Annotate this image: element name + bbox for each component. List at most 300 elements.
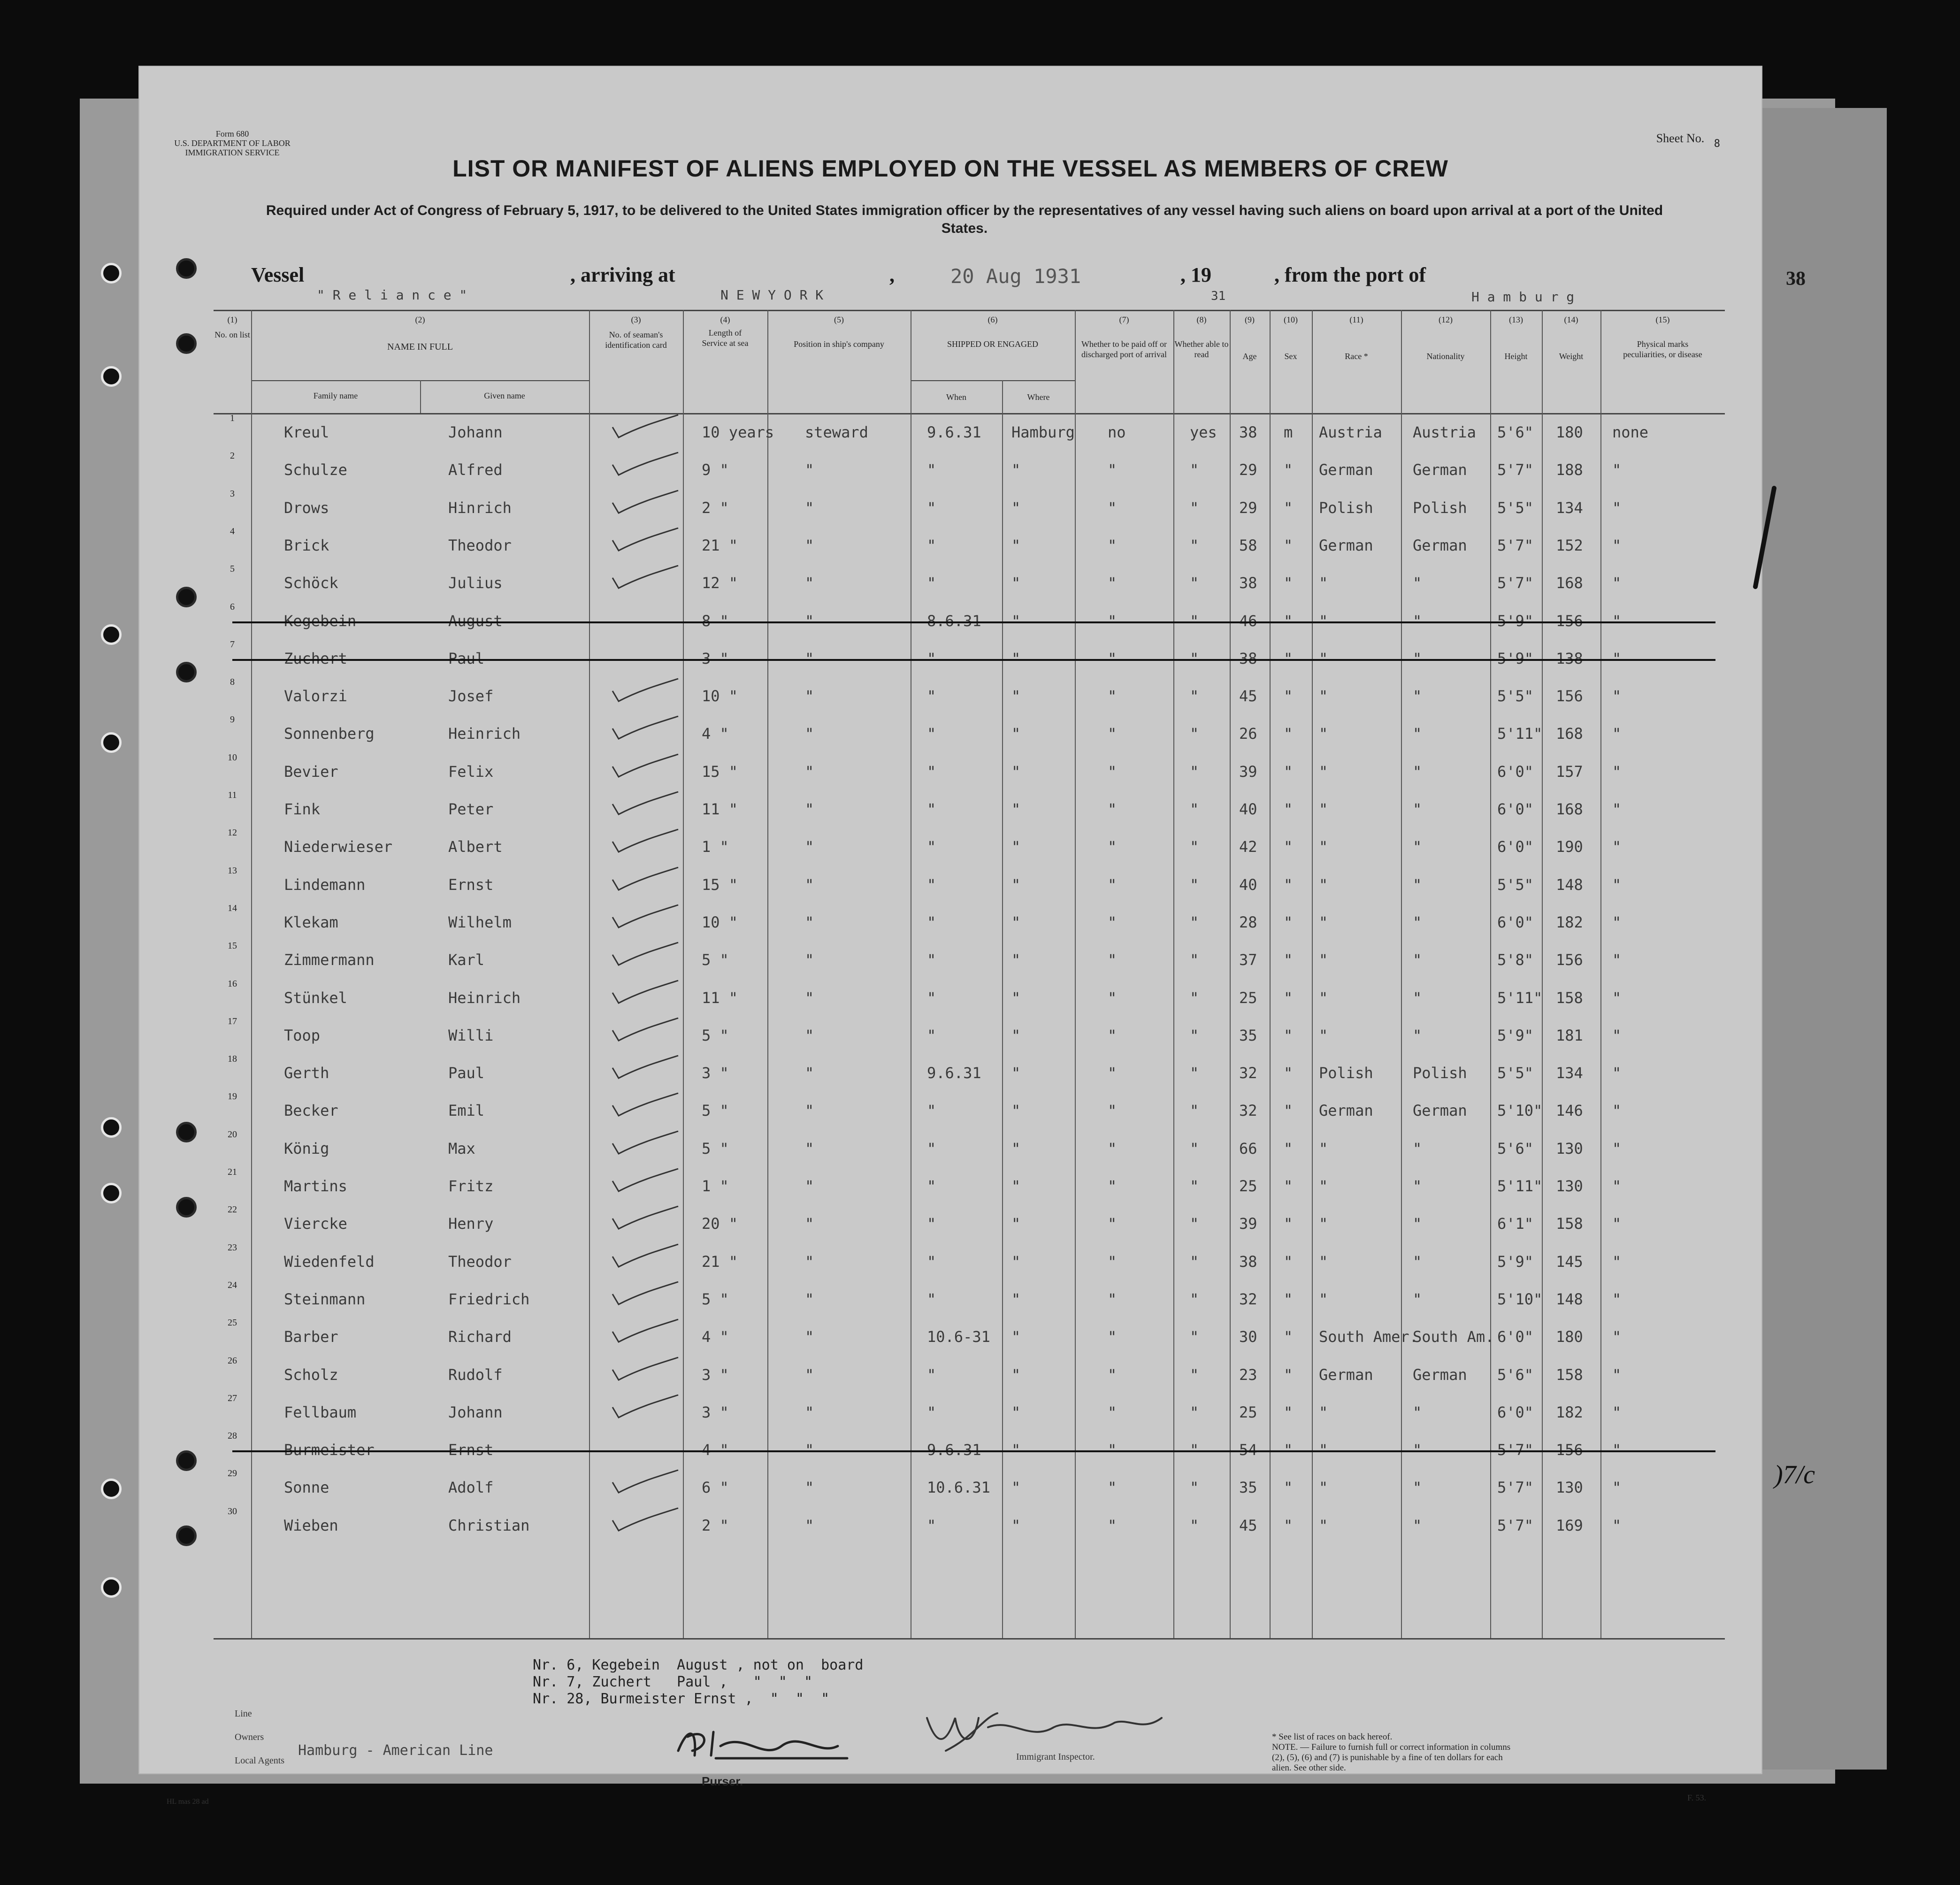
cell-marks: " (1612, 725, 1622, 743)
col8-header (1173, 314, 1230, 360)
column-rule (1600, 310, 1601, 1638)
cell-nationality: " (1413, 988, 1422, 1007)
cell-read: " (1190, 762, 1199, 781)
cell-given: Julius (448, 574, 503, 592)
check-mark (610, 979, 681, 1011)
cell-sex: " (1284, 1365, 1293, 1384)
cell-where: " (1011, 1403, 1021, 1421)
check-mark (610, 1054, 681, 1087)
cell-marks: " (1612, 1064, 1622, 1082)
col13-label: Height (1504, 352, 1528, 361)
cell-marks: " (1612, 1290, 1622, 1308)
vessel-line (251, 263, 1806, 305)
cell-where: " (1011, 1441, 1021, 1459)
cell-family: Niederwieser (284, 838, 393, 856)
cell-when: " (927, 988, 936, 1007)
cell-where: " (1011, 1064, 1021, 1082)
cell-service: 4 " (702, 1441, 729, 1459)
cell-height: 5'11" (1497, 988, 1543, 1007)
check-mark (610, 752, 681, 785)
cell-family: Sonnenberg (284, 725, 375, 743)
cell-position: " (805, 1102, 814, 1120)
check-mark (610, 714, 681, 747)
vessel-label: Vessel (251, 263, 305, 286)
cell-given: Rudolf (448, 1365, 503, 1384)
cell-height: 6'0" (1497, 1328, 1534, 1346)
arriving-label: , arriving at (570, 263, 675, 286)
check-mark (610, 564, 681, 597)
cell-family: Schulze (284, 461, 347, 479)
cell-height: 5'10" (1497, 1290, 1543, 1308)
cell-where: " (1011, 461, 1021, 479)
cell-marks: " (1612, 762, 1622, 781)
footnote (1272, 1732, 1516, 1773)
cell-read: " (1190, 838, 1199, 856)
cell-race: Austria (1319, 423, 1382, 441)
cell-height: 5'8" (1497, 951, 1534, 969)
cell-sex: " (1284, 1403, 1293, 1421)
table-bottom-rule (214, 1638, 1725, 1640)
cell-when: " (927, 574, 936, 592)
cell-when: " (927, 951, 936, 969)
cell-nationality: South Am. (1413, 1328, 1494, 1346)
cell-position: " (805, 913, 814, 931)
cell-sex: " (1284, 1064, 1293, 1082)
col4-label: Length of Service at sea (702, 328, 749, 348)
cell-where: " (1011, 1328, 1021, 1346)
cell-paid: " (1108, 1516, 1117, 1534)
check-mark (610, 903, 681, 936)
purser-label: Purser. (702, 1774, 743, 1788)
cell-nationality: " (1413, 1516, 1422, 1534)
cell-sex: " (1284, 762, 1293, 781)
cell-height: 5'7" (1497, 1441, 1534, 1459)
cell-read: " (1190, 800, 1199, 818)
cell-family: Gerth (284, 1064, 329, 1082)
column-rule (1312, 310, 1313, 1638)
cell-service: 4 " (702, 1328, 729, 1346)
cell-read: " (1190, 988, 1199, 1007)
cell-position: " (805, 988, 814, 1007)
sheet-number (1656, 131, 1720, 150)
cell-age: 40 (1239, 800, 1257, 818)
cell-race: " (1319, 800, 1328, 818)
from-port-label: , from the port of (1274, 263, 1426, 286)
cell-race: " (1319, 762, 1328, 781)
row-number: 9 (230, 714, 235, 725)
cell-where: " (1011, 1516, 1021, 1534)
cell-nationality: " (1413, 612, 1422, 630)
col15-label: Physical marks peculiarities, or disease (1623, 339, 1702, 359)
cell-given: Heinrich (448, 725, 521, 743)
cell-read: " (1190, 612, 1199, 630)
cell-race: " (1319, 1516, 1328, 1534)
cell-read: " (1190, 536, 1199, 554)
cell-sex: m (1284, 423, 1293, 441)
col9-header (1230, 314, 1270, 361)
cell-position: " (805, 1252, 814, 1271)
check-mark (610, 489, 681, 521)
col12-header (1401, 314, 1490, 361)
cell-height: 5'7" (1497, 536, 1534, 554)
cell-sex: " (1284, 1516, 1293, 1534)
cell-service: 10 " (702, 687, 738, 705)
cell-family: Sonne (284, 1479, 329, 1497)
col7-header (1075, 314, 1173, 360)
cell-family: Kreul (284, 423, 329, 441)
cell-when: " (927, 1365, 936, 1384)
cell-read: " (1190, 951, 1199, 969)
cell-weight: 156 (1556, 612, 1583, 630)
cell-race: German (1319, 1102, 1373, 1120)
cell-age: 45 (1239, 687, 1257, 705)
cell-service: 5 " (702, 951, 729, 969)
cell-service: 9 " (702, 461, 729, 479)
cell-marks: " (1612, 687, 1622, 705)
owners-value: Hamburg - American Line (298, 1742, 493, 1759)
cell-family: Zimmermann (284, 951, 375, 969)
cell-position: " (805, 1403, 814, 1421)
cell-paid: " (1108, 1290, 1117, 1308)
cell-sex: " (1284, 800, 1293, 818)
cell-race: " (1319, 1479, 1328, 1497)
check-mark (610, 866, 681, 898)
col1-header (214, 314, 251, 340)
col5-number: (5) (834, 315, 844, 324)
cell-weight: 156 (1556, 687, 1583, 705)
check-mark (610, 1016, 681, 1049)
cell-family: Drows (284, 498, 329, 517)
cell-family: Fink (284, 800, 321, 818)
cell-race: " (1319, 1290, 1328, 1308)
check-mark (610, 790, 681, 823)
cell-when: 9.6.31 (927, 423, 981, 441)
cell-sex: " (1284, 1177, 1293, 1195)
cell-when: 9.6.31 (927, 1441, 981, 1459)
cell-weight: 157 (1556, 762, 1583, 781)
check-mark (610, 1242, 681, 1275)
cell-weight: 158 (1556, 1215, 1583, 1233)
col10-label: Sex (1284, 352, 1297, 361)
cell-given: Johann (448, 423, 503, 441)
cell-when: " (927, 1403, 936, 1421)
cell-when: 9.6.31 (927, 1064, 981, 1082)
check-mark (610, 1167, 681, 1200)
cell-where: " (1011, 1102, 1021, 1120)
cell-position: " (805, 1365, 814, 1384)
cell-nationality: " (1413, 1177, 1422, 1195)
check-mark (610, 1129, 681, 1162)
punch-hole (176, 1197, 197, 1218)
cell-nationality: " (1413, 687, 1422, 705)
column-rule (589, 310, 590, 1638)
cell-height: 6'0" (1497, 762, 1534, 781)
cell-when: " (927, 725, 936, 743)
cell-where: " (1011, 536, 1021, 554)
cell-position: " (805, 875, 814, 894)
cell-weight: 130 (1556, 1139, 1583, 1157)
cell-height: 5'9" (1497, 1252, 1534, 1271)
row-number: 8 (230, 677, 235, 688)
cell-marks: " (1612, 1403, 1622, 1421)
col12-label: Nationality (1426, 352, 1465, 361)
cell-position: " (805, 1441, 814, 1459)
cell-age: 30 (1239, 1328, 1257, 1346)
cell-sex: " (1284, 649, 1293, 667)
col3-number: (3) (631, 315, 641, 324)
cell-sex: " (1284, 1479, 1293, 1497)
cell-where: " (1011, 838, 1021, 856)
cell-paid: " (1108, 1064, 1117, 1082)
strike-through-line (232, 659, 1715, 661)
cell-height: 5'6" (1497, 1139, 1534, 1157)
cell-weight: 148 (1556, 1290, 1583, 1308)
cell-position: " (805, 612, 814, 630)
cell-sex: " (1284, 461, 1293, 479)
cell-height: 5'5" (1497, 875, 1534, 894)
row-number: 7 (230, 639, 235, 650)
cell-sex: " (1284, 1328, 1293, 1346)
cell-family: Burmeister (284, 1441, 375, 1459)
cell-when: " (927, 498, 936, 517)
cell-race: " (1319, 913, 1328, 931)
col11-header (1312, 314, 1401, 361)
cell-position: " (805, 1215, 814, 1233)
col11-number: (11) (1349, 315, 1363, 324)
check-mark (610, 1468, 681, 1501)
cell-service: 3 " (702, 649, 729, 667)
service-name: IMMIGRATION SERVICE (185, 148, 280, 157)
cell-nationality: " (1413, 1403, 1422, 1421)
cell-marks: " (1612, 800, 1622, 818)
cell-paid: " (1108, 1441, 1117, 1459)
vessel-name: " R e l i a n c e " (317, 287, 467, 303)
cell-nationality: " (1413, 1026, 1422, 1044)
cell-height: 5'5" (1497, 1064, 1534, 1082)
cell-nationality: Polish (1413, 1064, 1467, 1082)
col4-number: (4) (720, 315, 730, 324)
cell-weight: 130 (1556, 1479, 1583, 1497)
cell-family: Lindemann (284, 875, 366, 894)
cell-paid: " (1108, 1328, 1117, 1346)
pencil-mark (1746, 483, 1784, 596)
row-number: 4 (230, 526, 235, 536)
cell-race: " (1319, 1177, 1328, 1195)
cell-marks: " (1612, 461, 1622, 479)
cell-read: " (1190, 1365, 1199, 1384)
cell-where: " (1011, 1177, 1021, 1195)
form-number: Form 680 (215, 129, 249, 138)
cell-age: 32 (1239, 1102, 1257, 1120)
cell-race: German (1319, 1365, 1373, 1384)
cell-read: " (1190, 649, 1199, 667)
cell-service: 12 " (702, 574, 738, 592)
col2-number: (2) (415, 315, 425, 324)
cell-given: Fritz (448, 1177, 494, 1195)
cell-service: 5 " (702, 1026, 729, 1044)
cell-age: 46 (1239, 612, 1257, 630)
cell-given: Max (448, 1139, 475, 1157)
cell-nationality: " (1413, 1479, 1422, 1497)
column-rule (1002, 380, 1003, 1638)
cell-sex: " (1284, 536, 1293, 554)
cell-race: " (1319, 1252, 1328, 1271)
cell-marks: " (1612, 875, 1622, 894)
punch-hole (176, 333, 197, 354)
cell-weight: 168 (1556, 800, 1583, 818)
cell-race: " (1319, 1441, 1328, 1459)
sheet-value: 8 (1714, 138, 1720, 150)
cell-read: " (1190, 1026, 1199, 1044)
cell-service: 10 " (702, 913, 738, 931)
cell-given: Johann (448, 1403, 503, 1421)
check-mark (610, 1318, 681, 1350)
cell-age: 23 (1239, 1365, 1257, 1384)
cell-height: 5'7" (1497, 574, 1534, 592)
cell-where: " (1011, 725, 1021, 743)
note-line: Nr. 7, Zuchert Paul , " " " (533, 1674, 813, 1690)
punch-hole (101, 1117, 122, 1138)
cell-age: 38 (1239, 1252, 1257, 1271)
cell-race: " (1319, 1215, 1328, 1233)
cell-age: 38 (1239, 574, 1257, 592)
cell-where: Hamburg (1011, 423, 1075, 441)
cell-given: Paul (448, 649, 485, 667)
cell-age: 54 (1239, 1441, 1257, 1459)
cell-sex: " (1284, 951, 1293, 969)
column-rule (683, 310, 684, 1638)
cell-where: " (1011, 875, 1021, 894)
cell-weight: 156 (1556, 1441, 1583, 1459)
cell-age: 29 (1239, 498, 1257, 517)
cell-race: " (1319, 1139, 1328, 1157)
cell-age: 38 (1239, 423, 1257, 441)
cell-family: Klekam (284, 913, 338, 931)
cell-read: " (1190, 461, 1199, 479)
cell-read: " (1190, 1177, 1199, 1195)
cell-read: " (1190, 1516, 1199, 1534)
cell-marks: " (1612, 1177, 1622, 1195)
row-number: 13 (228, 865, 237, 876)
cell-when: " (927, 1026, 936, 1044)
cell-marks: " (1612, 1479, 1622, 1497)
cell-service: 11 " (702, 800, 738, 818)
col8-label: Whether able to read (1174, 339, 1229, 359)
cell-age: 35 (1239, 1479, 1257, 1497)
cell-service: 21 " (702, 1252, 738, 1271)
cell-paid: " (1108, 1026, 1117, 1044)
form-code: F. 53. (1687, 1793, 1707, 1802)
cell-given: Heinrich (448, 988, 521, 1007)
cell-marks: " (1612, 1139, 1622, 1157)
cell-paid: " (1108, 951, 1117, 969)
cell-when: " (927, 1102, 936, 1120)
cell-race: " (1319, 1026, 1328, 1044)
cell-where: " (1011, 1365, 1021, 1384)
punch-hole (176, 258, 197, 279)
punch-hole (101, 263, 122, 284)
cell-sex: " (1284, 838, 1293, 856)
cell-paid: " (1108, 612, 1117, 630)
cell-position: " (805, 1064, 814, 1082)
cell-where: " (1011, 612, 1021, 630)
row-number: 16 (228, 978, 237, 989)
row-number: 29 (228, 1468, 237, 1479)
cell-family: Steinmann (284, 1290, 366, 1308)
page-subtitle: Required under Act of Congress of February 5, 1917, to be delivered to the United States immigration officer by the representatives of any vessel having such aliens on board upon arrival at a port of the United States. (266, 203, 1663, 236)
cell-age: 37 (1239, 951, 1257, 969)
footnote-penalty: NOTE. — Failure to furnish full or correct information in columns (2), (5), (6) and (7) is punishable by a fine of ten dollars for each alien. See other side. (1272, 1742, 1511, 1773)
col11-label: Race * (1345, 352, 1368, 361)
col1-label: No. on list (214, 330, 250, 339)
cell-marks: " (1612, 988, 1622, 1007)
cell-read: " (1190, 1403, 1199, 1421)
comma: , (889, 263, 895, 286)
row-number: 11 (228, 790, 237, 800)
cell-given: Karl (448, 951, 485, 969)
col14-header (1542, 314, 1600, 361)
cell-sex: " (1284, 612, 1293, 630)
col6-number: (6) (988, 315, 998, 324)
cell-paid: " (1108, 536, 1117, 554)
cell-given: Friedrich (448, 1290, 530, 1308)
cell-race: German (1319, 461, 1373, 479)
cell-paid: " (1108, 1365, 1117, 1384)
cell-family: Martins (284, 1177, 347, 1195)
cell-service: 21 " (702, 536, 738, 554)
col9-number: (9) (1245, 315, 1255, 324)
cell-given: Peter (448, 800, 494, 818)
col6-header (911, 314, 1075, 349)
cell-marks: " (1612, 574, 1622, 592)
notes (533, 1657, 863, 1708)
col12-number: (12) (1439, 315, 1453, 324)
column-rule (767, 310, 768, 1638)
cell-position: " (805, 536, 814, 554)
cell-marks: " (1612, 1102, 1622, 1120)
cell-marks: " (1612, 1026, 1622, 1044)
cell-when: " (927, 1516, 936, 1534)
cell-family: Wieben (284, 1516, 338, 1534)
cell-height: 6'0" (1497, 913, 1534, 931)
col3-label: No. of seaman's identification card (605, 330, 667, 350)
row-number: 3 (230, 488, 235, 499)
cell-race: " (1319, 988, 1328, 1007)
cell-marks: " (1612, 498, 1622, 517)
cell-weight: 182 (1556, 913, 1583, 931)
cell-when: " (927, 649, 936, 667)
cell-nationality: German (1413, 1102, 1467, 1120)
punch-hole (101, 624, 122, 645)
punch-hole (101, 1479, 122, 1499)
cell-paid: " (1108, 762, 1117, 781)
cell-weight: 180 (1556, 1328, 1583, 1346)
cell-sex: " (1284, 687, 1293, 705)
cell-family: Scholz (284, 1365, 338, 1384)
shipped-subheader-rule (911, 380, 1075, 381)
page-number: 38 (1786, 268, 1806, 290)
column-rule (1075, 310, 1076, 1638)
cell-read: " (1190, 1328, 1199, 1346)
department-name: U.S. DEPARTMENT OF LABOR (174, 138, 291, 148)
arriving-port: N E W Y O R K (720, 287, 824, 303)
cell-read: " (1190, 574, 1199, 592)
cell-marks: " (1612, 1516, 1622, 1534)
cell-height: 5'10" (1497, 1102, 1543, 1120)
cell-given: Theodor (448, 536, 512, 554)
form-identifier (167, 129, 298, 157)
cell-sex: " (1284, 574, 1293, 592)
